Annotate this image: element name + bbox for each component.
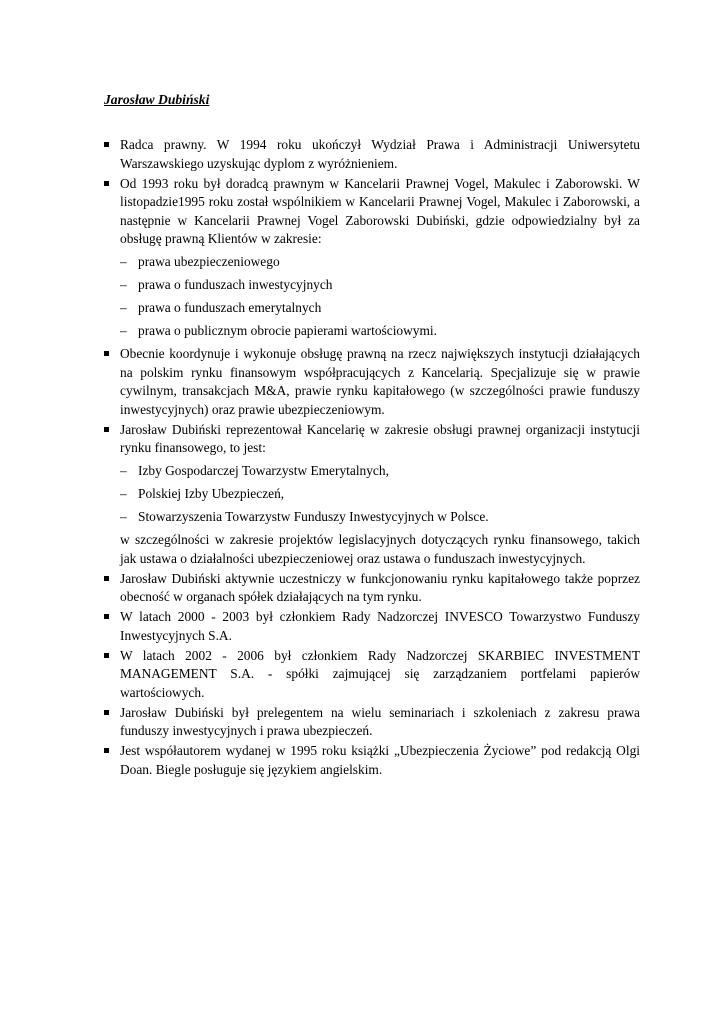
bullet-text: Obecnie koordynuje i wykonuje obsługę prawną na rzecz największych instytucji działających na polskim rynku finansowym współpracujących z Kancelarią. Specjalizuje się w prawie cywilnym, transakcjach M&A, prawie rynku kapitałowego (w szczególności prawie funduszy inwestycyjnych) oraz prawie ubezpieczeniowym. (120, 346, 640, 417)
bio-bullet-author (103, 742, 640, 779)
bio-bullet-representation (103, 421, 640, 458)
dash-bullet-icon: – (120, 486, 127, 501)
square-bullet-icon (104, 142, 109, 147)
institution-item (103, 485, 640, 504)
institution-item (103, 462, 640, 481)
bullet-text: Jarosław Dubiński reprezentował Kancelarię w zakresie obsługi prawnej organizacji instytucji rynku finansowego, to jest: (120, 421, 640, 455)
bio-list (103, 136, 640, 781)
scope-item-text: prawa o funduszach emerytalnych (138, 300, 322, 315)
bio-bullet-invesco (103, 608, 640, 645)
square-bullet-icon (104, 710, 109, 715)
scope-item (103, 322, 640, 341)
bio-bullet-capital-market (103, 570, 640, 607)
bullet-text: Od 1993 roku był doradcą prawnym w Kancelarii Prawnej Vogel, Makulec i Zaborowski. W listopadzie1995 roku został wspólnikiem w Kancelarii Prawnej Vogel, Makulec i Zaborowski, a następnie w Kancelarii Prawnej Vogel Zaborowski Dubiński, gdzie odpowiedzialny był za obsługę prawną Klientów w zakresie: (120, 175, 640, 246)
institution-item-text: Izby Gospodarczej Towarzystw Emerytalnych, (138, 463, 389, 478)
institution-item-text: Stowarzyszenia Towarzystw Funduszy Inwestycyjnych w Polsce. (138, 509, 489, 524)
bullet-text: Jarosław Dubiński aktywnie uczestniczy w funkcjonowaniu rynku kapitałowego także poprzez obecność w organach spółek działających na tym rynku. (120, 570, 640, 604)
bullet-text: Radca prawny. W 1994 roku ukończył Wydział Prawa i Administracji Uniwersytetu Warszawskiego uzyskując dyplom z wyróżnieniem. (120, 137, 640, 171)
bullet-text: Jarosław Dubiński był prelegentem na wielu seminariach i szkoleniach z zakresu prawa funduszy inwestycyjnych i prawa ubezpieczeń. (120, 704, 640, 738)
person-name-heading: Jarosław Dubiński (104, 92, 210, 107)
dash-bullet-icon: – (120, 463, 127, 478)
square-bullet-icon (104, 181, 109, 186)
dash-bullet-icon: – (120, 254, 127, 269)
scope-item-text: prawa o funduszach inwestycyjnych (138, 277, 333, 292)
square-bullet-icon (104, 427, 109, 432)
scope-item (103, 253, 640, 272)
bio-bullet-current-role (103, 345, 640, 419)
bio-bullet-education (103, 136, 640, 173)
institution-item (103, 508, 640, 527)
bullet-text: W latach 2002 - 2006 był członkiem Rady Nadzorczej SKARBIEC INVESTMENT MANAGEMENT S.A. - spółki zajmującej się zarządzaniem portfelami papierów wartościowych. (120, 647, 640, 700)
bullet-text: W latach 2000 - 2003 był członkiem Rady Nadzorczej INVESCO Towarzystwo Funduszy Inwestycyjnych S.A. (120, 609, 640, 643)
dash-bullet-icon: – (120, 509, 127, 524)
scope-item-text: prawa ubezpieczeniowego (138, 254, 280, 269)
scope-item (103, 299, 640, 318)
square-bullet-icon (104, 748, 109, 753)
square-bullet-icon (104, 576, 109, 581)
bio-bullet-skarbiec (103, 647, 640, 703)
bullet-text: Jest współautorem wydanej w 1995 roku książki „Ubezpieczenia Życiowe” pod redakcją Olgi Doan. Biegle posługuje się językiem angielskim. (120, 743, 640, 777)
dash-bullet-icon: – (120, 323, 127, 338)
dash-bullet-icon: – (120, 277, 127, 292)
scope-item-text: prawa o publicznym obrocie papierami wartościowymi. (138, 323, 437, 338)
scope-item (103, 276, 640, 295)
dash-bullet-icon: – (120, 300, 127, 315)
square-bullet-icon (104, 653, 109, 658)
square-bullet-icon (104, 351, 109, 356)
bio-bullet-career (103, 175, 640, 249)
bio-bullet-speaker (103, 704, 640, 741)
institution-item-text: Polskiej Izby Ubezpieczeń, (138, 486, 285, 501)
square-bullet-icon (104, 614, 109, 619)
institutions-note: w szczególności w zakresie projektów legislacyjnych dotyczących rynku finansowego, takich jak ustawa o działalności ubezpieczeniowej oraz ustawa o funduszach inwestycyjnych. (120, 532, 640, 566)
